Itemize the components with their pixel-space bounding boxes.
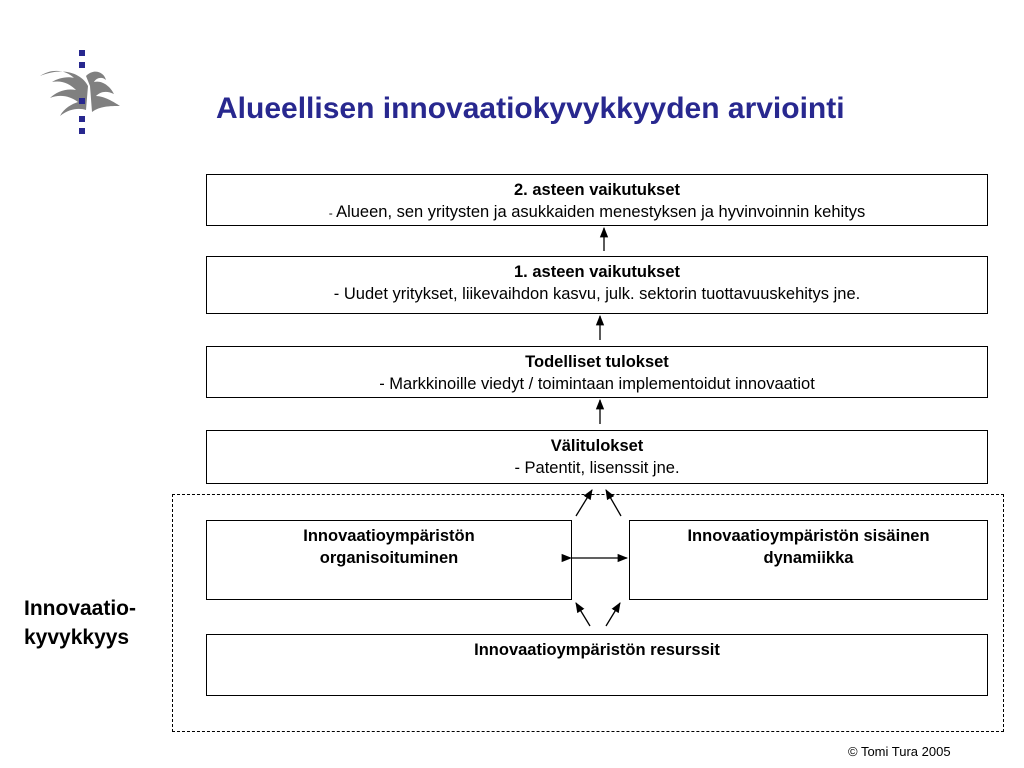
side-label-line1: Innovaatio- xyxy=(24,597,137,620)
arrow-organization-to-interim xyxy=(576,490,592,516)
copyright: © Tomi Tura 2005 xyxy=(848,744,951,759)
arrow-dynamics-to-interim xyxy=(606,490,621,516)
first-order-effects-desc: - Uudet yritykset, liikevaihdon kasvu, julk. sektorin tuottavuuskehitys jne. xyxy=(333,285,861,303)
page-title: Alueellisen innovaatiokyvykkyyden arviointi xyxy=(216,92,845,125)
second-order-effects-title: 2. asteen vaikutukset xyxy=(514,181,680,199)
organization-line2: organisoituminen xyxy=(319,549,459,567)
second-order-effects-dash: - xyxy=(328,206,337,220)
interim-results-desc: - Patentit, lisenssit jne. xyxy=(514,459,680,477)
actual-results-title: Todelliset tulokset xyxy=(525,353,669,371)
internal-dynamics-line1: Innovaatioympäristön sisäinen xyxy=(687,527,930,545)
interim-results-title: Välitulokset xyxy=(550,437,644,455)
resources-title: Innovaatioympäristön resurssit xyxy=(474,641,720,659)
side-label-line2: kyvykkyys xyxy=(24,626,130,649)
internal-dynamics-line2: dynamiikka xyxy=(763,549,854,567)
arrow-resources-to-dynamics xyxy=(606,603,620,626)
first-order-effects-title: 1. asteen vaikutukset xyxy=(514,263,680,281)
organization-line1: Innovaatioympäristön xyxy=(303,527,475,545)
actual-results-desc: - Markkinoille viedyt / toimintaan implementoidut innovaatiot xyxy=(379,375,815,393)
arrow-resources-to-organization xyxy=(576,603,590,626)
second-order-effects-text: Alueen, sen yritysten ja asukkaiden menestyksen ja hyvinvoinnin kehitys xyxy=(336,203,866,221)
